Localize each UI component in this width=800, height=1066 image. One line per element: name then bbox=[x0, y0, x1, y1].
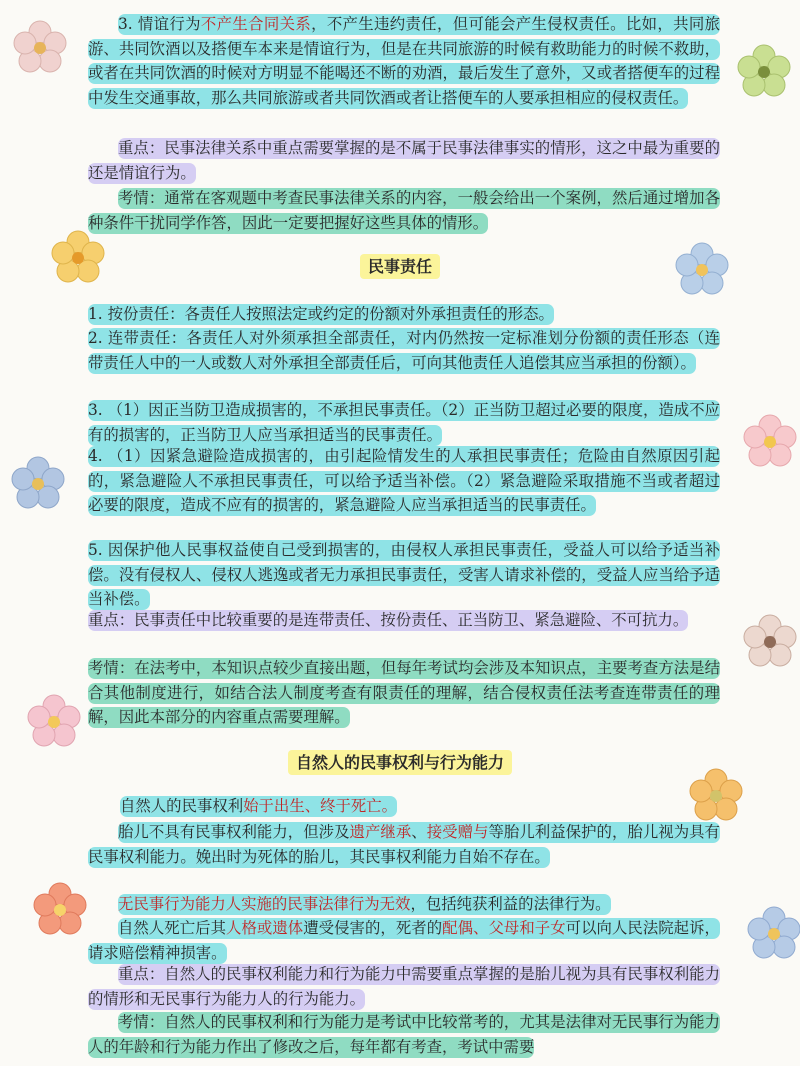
heading-text: 自然人的民事权利与行为能力 bbox=[288, 750, 512, 775]
blue-flower-icon bbox=[8, 454, 68, 514]
pink-flower-icon bbox=[24, 692, 84, 752]
blue-flower-icon bbox=[744, 904, 800, 964]
highlight-purple: 重点：民事法律关系中重点需要掌握的是不属于民事法律事实的情形，这之中最为重要的还是情谊行为。 bbox=[88, 139, 720, 182]
green-flower-icon bbox=[734, 42, 794, 102]
emphasis-text: 始于出生、终于死亡。 bbox=[243, 797, 398, 815]
text-run: 3. 情谊行为 bbox=[118, 15, 201, 33]
liability-item-4 bbox=[88, 444, 720, 518]
key-point-paragraph bbox=[88, 608, 720, 633]
highlight-cyan: 4. （1）因紧急避险造成损害的，由引起险情发生的人承担民事责任；危险由自然原因引起的，紧急避险人不承担民事责任，可以给予适当补偿。（2）紧急避险采取措施不当或者超过必要的限度，造成不应有的损害的，紧急避险人应当承担适当的民事责任。 bbox=[88, 447, 720, 514]
emphasis-text: 无民事行为能力人实施的民事法律行为无效 bbox=[118, 895, 411, 913]
highlight-cyan bbox=[118, 894, 611, 915]
deceased-paragraph bbox=[88, 916, 720, 965]
brown-flower-icon bbox=[740, 612, 800, 672]
liability-item-5 bbox=[88, 538, 720, 612]
text-run: 、 bbox=[411, 823, 427, 841]
emphasis-text: 配偶、父母和子女 bbox=[442, 919, 566, 937]
emphasis-text: 不产生合同关系 bbox=[200, 15, 312, 33]
highlight-green: 考情：自然人的民事权利和行为能力是考试中比较常考的，尤其是法律对无民事行为能力人的年龄和行为能力作出了修改之后，每年都有考查，考试中需要 bbox=[88, 1013, 720, 1056]
highlight-green: 考情：通常在客观题中考查民事法律关系的内容，一般会给出一个案例，然后通过增加各种条件干扰同学作答，因此一定要把握好这些具体的情形。 bbox=[88, 189, 720, 232]
text-run: 等胎儿利益保护的，胎儿视为具有民事权利能力。娩出时为死体的胎儿，其民事权利能力自始不存在。 bbox=[88, 823, 720, 866]
highlight-cyan bbox=[120, 796, 397, 817]
text-run: 可以向人民法院起诉，请求赔偿精神损害。 bbox=[88, 919, 720, 962]
highlight-cyan bbox=[88, 14, 720, 109]
liability-item-2 bbox=[88, 326, 720, 375]
heading-text: 民事责任 bbox=[360, 254, 440, 279]
red-flower-icon bbox=[30, 880, 90, 940]
liability-item-1 bbox=[88, 302, 720, 327]
rights-paragraph bbox=[88, 794, 720, 819]
pink-flower-icon bbox=[740, 412, 800, 472]
highlight-cyan: 1. 按份责任：各责任人按照法定或约定的份额对外承担责任的形态。 bbox=[88, 305, 554, 323]
highlight-cyan: 5. 因保护他人民事权益使自己受到损害的，由侵权人承担民事责任，受益人可以给予适当补偿。没有侵权人、侵权人逃逸或者无力承担民事责任，受害人请求补偿的，受益人应当给予适当补偿。 bbox=[88, 541, 720, 608]
fetus-paragraph bbox=[88, 820, 720, 869]
highlight-cyan bbox=[88, 918, 720, 964]
emphasis-text: 人格或遗体 bbox=[226, 919, 304, 937]
exam-paragraph bbox=[88, 186, 720, 235]
text-run: 遭受侵害的，死者的 bbox=[303, 919, 443, 937]
emphasis-text: 遗产继承 bbox=[349, 823, 412, 841]
yellow-flower-icon bbox=[48, 228, 108, 288]
text-run: ，包括纯获利益的法律行为。 bbox=[410, 895, 611, 913]
text-run: ，不产生违约责任，但可能会产生侵权责任。比如，共同旅游、共同饮酒以及搭便车本来是情谊行为，但是在共同旅游的时候有救助能力的时候不救助，或者在共同饮酒的时候对方明显不能喝还不断的劝酒，最后发生了意外，又或者搭便车的过程中发生交通事故，那么共同旅游或者共同饮酒或者让搭便车的人要承担相应的侵权责任。 bbox=[88, 15, 720, 107]
section-heading-natural-person bbox=[0, 750, 800, 773]
emphasis-text: 接受赠与 bbox=[426, 823, 489, 841]
text-run: 自然人死亡后其 bbox=[118, 919, 227, 937]
highlight-purple: 重点：民事责任中比较重要的是连带责任、按份责任、正当防卫、紧急避险、不可抗力。 bbox=[88, 611, 689, 629]
highlight-purple: 重点：自然人的民事权利能力和行为能力中需要重点掌握的是胎儿视为具有民事权利能力的情形和无民事行为能力人的行为能力。 bbox=[88, 965, 720, 1008]
highlight-cyan: 2. 连带责任：各责任人对外须承担全部责任，对内仍然按一定标准划分份额的责任形态（连带责任人中的一人或数人对外承担全部责任后，可向其他责任人追偿其应当承担的份额）。 bbox=[88, 329, 720, 372]
liability-item-3 bbox=[88, 398, 720, 447]
blue-flower-icon bbox=[672, 240, 732, 300]
key-point-paragraph bbox=[88, 962, 720, 1011]
incapacity-paragraph bbox=[88, 892, 720, 917]
highlight-cyan bbox=[88, 822, 720, 868]
exam-paragraph bbox=[88, 656, 720, 730]
friendship-paragraph bbox=[88, 12, 720, 110]
exam-paragraph bbox=[88, 1010, 720, 1059]
key-point-paragraph bbox=[88, 136, 720, 185]
highlight-cyan: 3. （1）因正当防卫造成损害的，不承担民事责任。（2）正当防卫超过必要的限度，造成不应有的损害的，正当防卫人应当承担适当的民事责任。 bbox=[88, 401, 720, 444]
pink-flower-icon bbox=[10, 18, 70, 78]
text-run: 自然人的民事权利 bbox=[120, 797, 244, 815]
text-run: 胎儿不具有民事权利能力，但涉及 bbox=[118, 823, 350, 841]
orange-flower-icon bbox=[686, 766, 746, 826]
highlight-green: 考情：在法考中，本知识点较少直接出题，但每年考试均会涉及本知识点，主要考查方法是结合其他制度进行，如结合法人制度考查有限责任的理解，结合侵权责任法考查连带责任的理解，因此本部分的内容重点需要理解。 bbox=[88, 659, 720, 726]
